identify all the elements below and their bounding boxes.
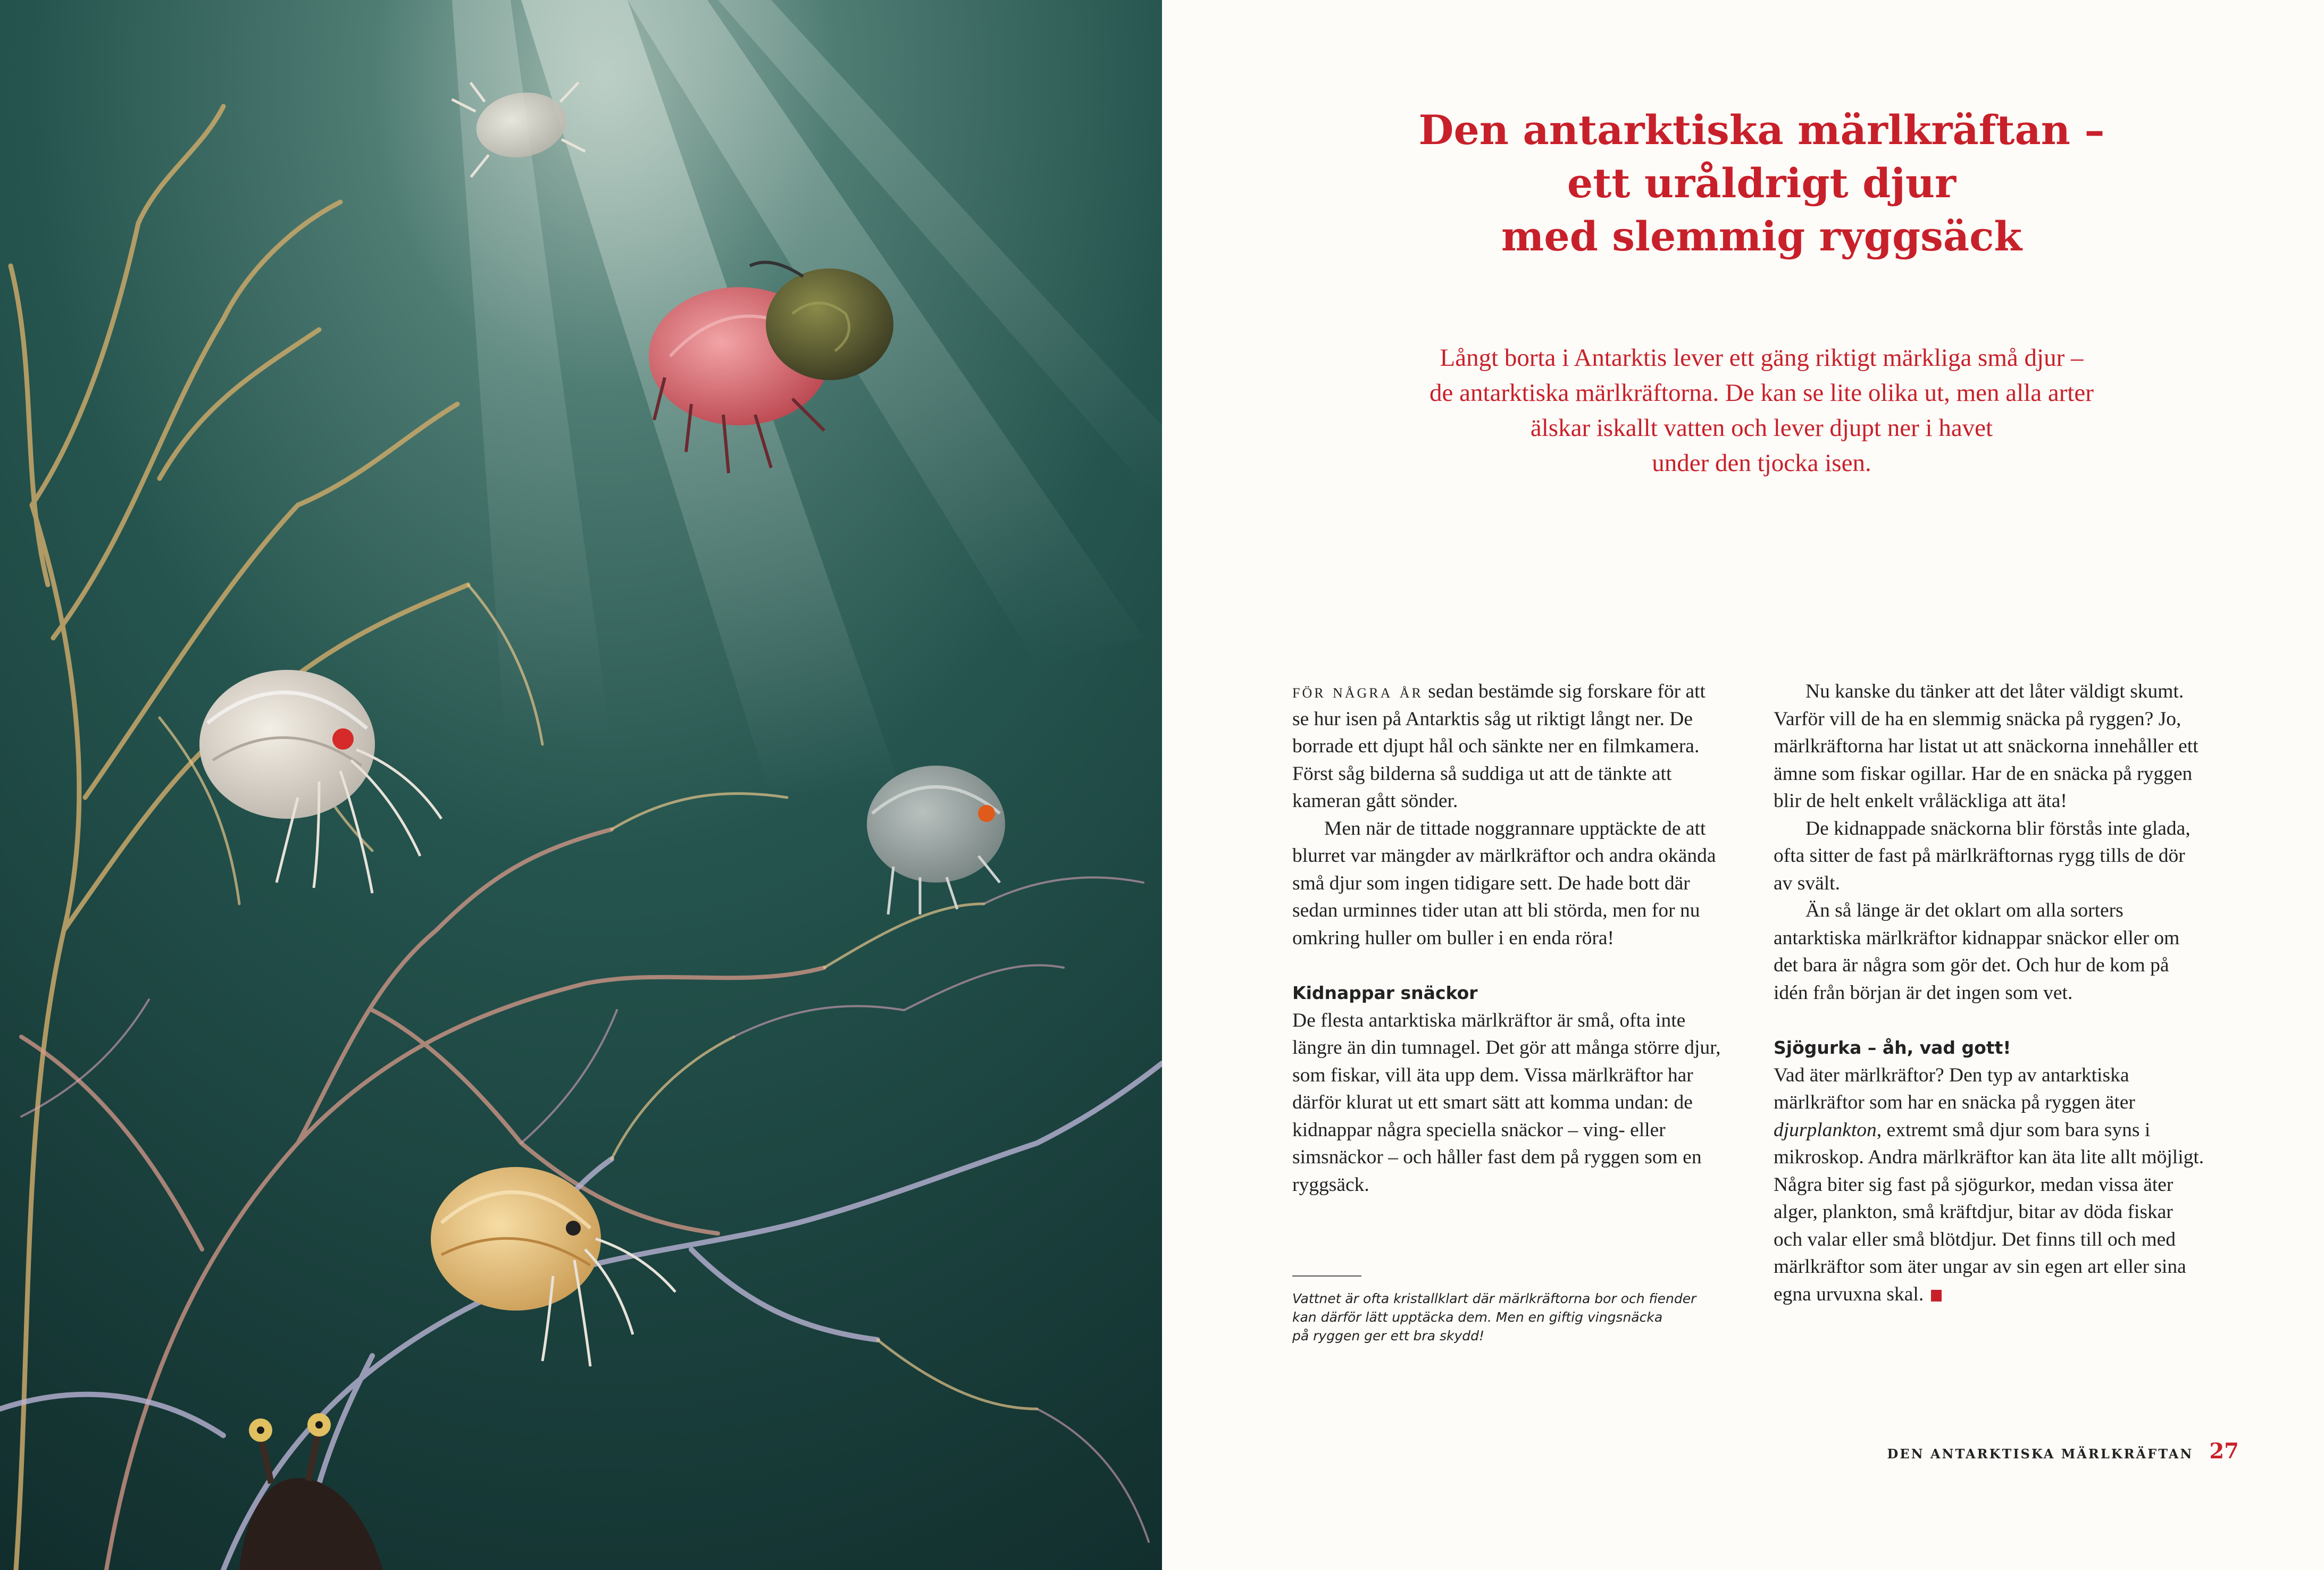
italic-term: djurplankton <box>1774 1119 1877 1141</box>
article-intro <box>1337 340 2186 481</box>
paragraph: Nu kanske du tänker att det låter väldigt skumt. Varför vill de ha en slemmig snäcka på ryggen? Jo, märlkräftorna har listat ut att snäckorna innehåller ett ämne som fiskar ogillar. Har de en snäcka på ryggen blir de helt enkelt vråläckliga att äta! <box>1774 681 2198 812</box>
body-column-right <box>1774 678 2204 1308</box>
page-footer <box>1887 1439 2239 1464</box>
article-title <box>1268 104 2255 263</box>
page-number: 27 <box>2209 1439 2239 1464</box>
lead-in-small-caps: för några år <box>1292 681 1423 702</box>
intro-line: de antarktiska märlkräftorna. De kan se lite olika ut, men alla arter <box>1429 379 2094 407</box>
paragraph: De flesta antarktiska märlkräftor är små, ofta inte längre än din tumnagel. Det gör att många större djur, som fiskar, vill äta upp dem. Vissa märlkräftor har därför klurat ut ett smart sätt att komma undan: de kidnappar några speciella snäckor – ving- eller simsnäckor – och håller fast dem på ryggen som en ryggsäck. <box>1292 1009 1721 1196</box>
title-line: ett uråldrigt djur <box>1567 159 1957 207</box>
paragraph-text: Vad äter märlkräftor? Den typ av antarktiska märlkräftor som har en snäcka på ryggen äter <box>1774 1064 2135 1113</box>
illustration-caption <box>1292 1289 1718 1345</box>
intro-line: älskar iskallt vatten och lever djupt ner i havet <box>1530 414 1993 442</box>
caption-line: Vattnet är ofta kristallklart där märlkräftorna bor och fiender <box>1292 1291 1696 1306</box>
paragraph: Än så länge är det oklart om alla sorters antarktiska märlkräftor kidnappar snäckor eller om det bara är några som gör det. Och hur de kom på idén från början är det ingen som vet. <box>1774 900 2180 1004</box>
caption-divider <box>1292 1275 1361 1277</box>
section-heading: Kidnappar snäckor <box>1292 983 1478 1003</box>
paragraph <box>1774 1062 2204 1308</box>
running-head: DEN ANTARKTISKA MÄRLKRÄFTAN <box>1887 1446 2194 1462</box>
caption-line: kan därför lätt upptäcka dem. Men en giftig vingsnäcka <box>1292 1309 1663 1325</box>
title-line: med slemmig ryggsäck <box>1501 213 2022 260</box>
intro-line: under den tjocka isen. <box>1652 449 1871 477</box>
paragraph <box>1292 678 1723 815</box>
section-heading: Sjögurka – åh, vad gott! <box>1774 1037 2011 1058</box>
paragraph: De kidnappade snäckorna blir förstås inte glada, ofta sitter de fast på märlkräftornas rygg tills de dör av svält. <box>1774 817 2191 894</box>
text-page <box>1162 0 2324 1570</box>
paragraph: Men när de tittade noggrannare upptäckte de att blurret var mängder av märlkräftor och andra okända små djur som ingen tidigare sett. De hade bott där sedan urminnes tider utan att bli störda, men for nu omkring huller om buller i en enda röra! <box>1292 817 1716 949</box>
caption-line: på ryggen ger ett bra skydd! <box>1292 1328 1484 1344</box>
title-line: Den antarktiska märlkräftan – <box>1418 106 2105 154</box>
paragraph-text: sedan bestämde sig forskare för att se hur isen på Antarktis såg ut riktigt långt ner. De borrade ett djupt hål och sänkte ner en filmkamera. Först såg bilderna så suddiga ut att de tänkte att kameran gått sönder. <box>1292 681 1706 812</box>
intro-line: Långt borta i Antarktis lever ett gäng riktigt märkliga små djur – <box>1440 344 2084 372</box>
end-mark-icon <box>1931 1290 1942 1302</box>
paragraph-text: , extremt små djur som bara syns i mikroskop. Andra märlkräftor kan äta lite allt möjligt. Några biter sig fast på sjögurkor, medan vissa äter alger, plankton, små kräftdjur, bitar av döda fiskar och valar eller små blötdjur. Det finns till och med märlkräftor som äter ungar av sin egen art eller sina egna urvuxna skal. <box>1774 1119 2204 1305</box>
body-column-left <box>1292 678 1723 1198</box>
